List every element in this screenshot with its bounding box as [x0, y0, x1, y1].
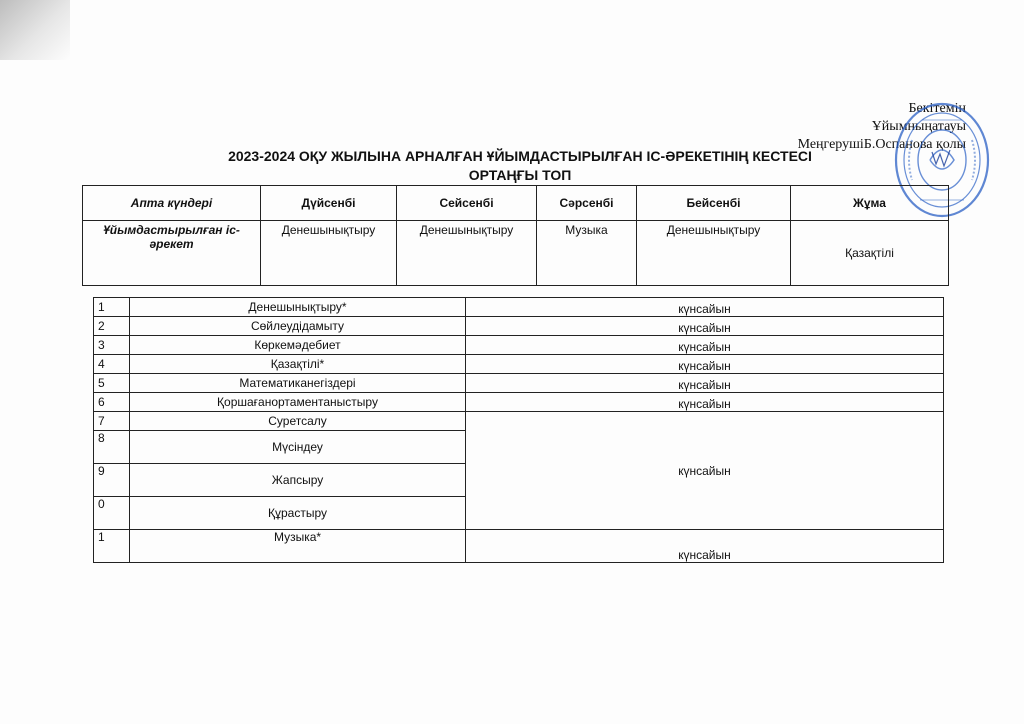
schedule-header-tuesday: Сейсенбі — [397, 186, 537, 221]
schedule-header-monday: Дүйсенбі — [261, 186, 397, 221]
schedule-header-wednesday: Сәрсенбі — [537, 186, 637, 221]
subject-name: Денешынықтыру* — [130, 298, 466, 317]
schedule-header-thursday: Бейсенбі — [637, 186, 791, 221]
subject-frequency: күнсайын — [466, 317, 944, 336]
document-title: 2023-2024 ОҚУ ЖЫЛЫНА АРНАЛҒАН ҰЙЫМДАСТЫРЫЛҒАН ІС-ӘРЕКЕТІНІҢ КЕСТЕСІ — [228, 148, 812, 164]
row-number: 3 — [94, 336, 130, 355]
schedule-cell-wednesday: Музыка — [537, 221, 637, 286]
subject-frequency: күнсайын — [466, 336, 944, 355]
subject-name: Математиканегіздері — [130, 374, 466, 393]
subject-name: Мүсіндеу — [130, 431, 466, 464]
table-row — [94, 298, 944, 317]
subject-frequency: күнсайын — [466, 530, 944, 563]
schedule-cell-tuesday: Денешынықтыру — [397, 221, 537, 286]
schedule-cell-thursday: Денешынықтыру — [637, 221, 791, 286]
schedule-header-row — [83, 186, 949, 221]
row-number: 2 — [94, 317, 130, 336]
table-row — [94, 374, 944, 393]
table-row — [94, 336, 944, 355]
art-group-frequency: күнсайын — [466, 412, 944, 530]
table-row — [94, 355, 944, 374]
schedule-header-week-days: Апта күндері — [83, 186, 261, 221]
row-number: 1 — [94, 530, 130, 563]
row-number: 4 — [94, 355, 130, 374]
row-number: 0 — [94, 497, 130, 530]
table-row — [94, 393, 944, 412]
subject-name: Суретсалу — [130, 412, 466, 431]
subject-name: Музыка* — [130, 530, 466, 563]
row-number: 6 — [94, 393, 130, 412]
subject-frequency: күнсайын — [466, 374, 944, 393]
scan-shadow — [0, 0, 70, 60]
approval-line-2: Ұйымныңатауы — [871, 119, 966, 134]
subject-name: Қоршағанортаментаныстыру — [130, 393, 466, 412]
subject-frequency-table — [93, 297, 944, 563]
schedule-row-label: Ұйымдастырылған іс-әрекет — [83, 221, 261, 286]
row-number: 1 — [94, 298, 130, 317]
row-number: 8 — [94, 431, 130, 464]
subject-frequency: күнсайын — [466, 393, 944, 412]
schedule-cell-monday: Денешынықтыру — [261, 221, 397, 286]
row-number: 9 — [94, 464, 130, 497]
table-row — [94, 530, 944, 563]
subject-name: Қазақтілі* — [130, 355, 466, 374]
row-number: 7 — [94, 412, 130, 431]
approval-line-1: Бекітемін — [908, 101, 966, 116]
schedule-header-friday: Жұма — [791, 186, 949, 221]
table-row — [94, 317, 944, 336]
table-row — [94, 412, 944, 431]
subject-frequency: күнсайын — [466, 298, 944, 317]
subject-frequency: күнсайын — [466, 355, 944, 374]
subject-name: Көркемәдебиет — [130, 336, 466, 355]
row-number: 5 — [94, 374, 130, 393]
schedule-cell-friday: Қазақтілі — [791, 221, 949, 286]
schedule-activity-row — [83, 221, 949, 286]
weekly-schedule-table — [82, 185, 949, 286]
approval-line-3: МеңгерушіБ.Оспанова қолы — [797, 137, 966, 152]
subject-name: Сөйлеудідамыту — [130, 317, 466, 336]
subject-name: Жапсыру — [130, 464, 466, 497]
group-title: ОРТАҢҒЫ ТОП — [468, 167, 572, 183]
subject-name: Құрастыру — [130, 497, 466, 530]
